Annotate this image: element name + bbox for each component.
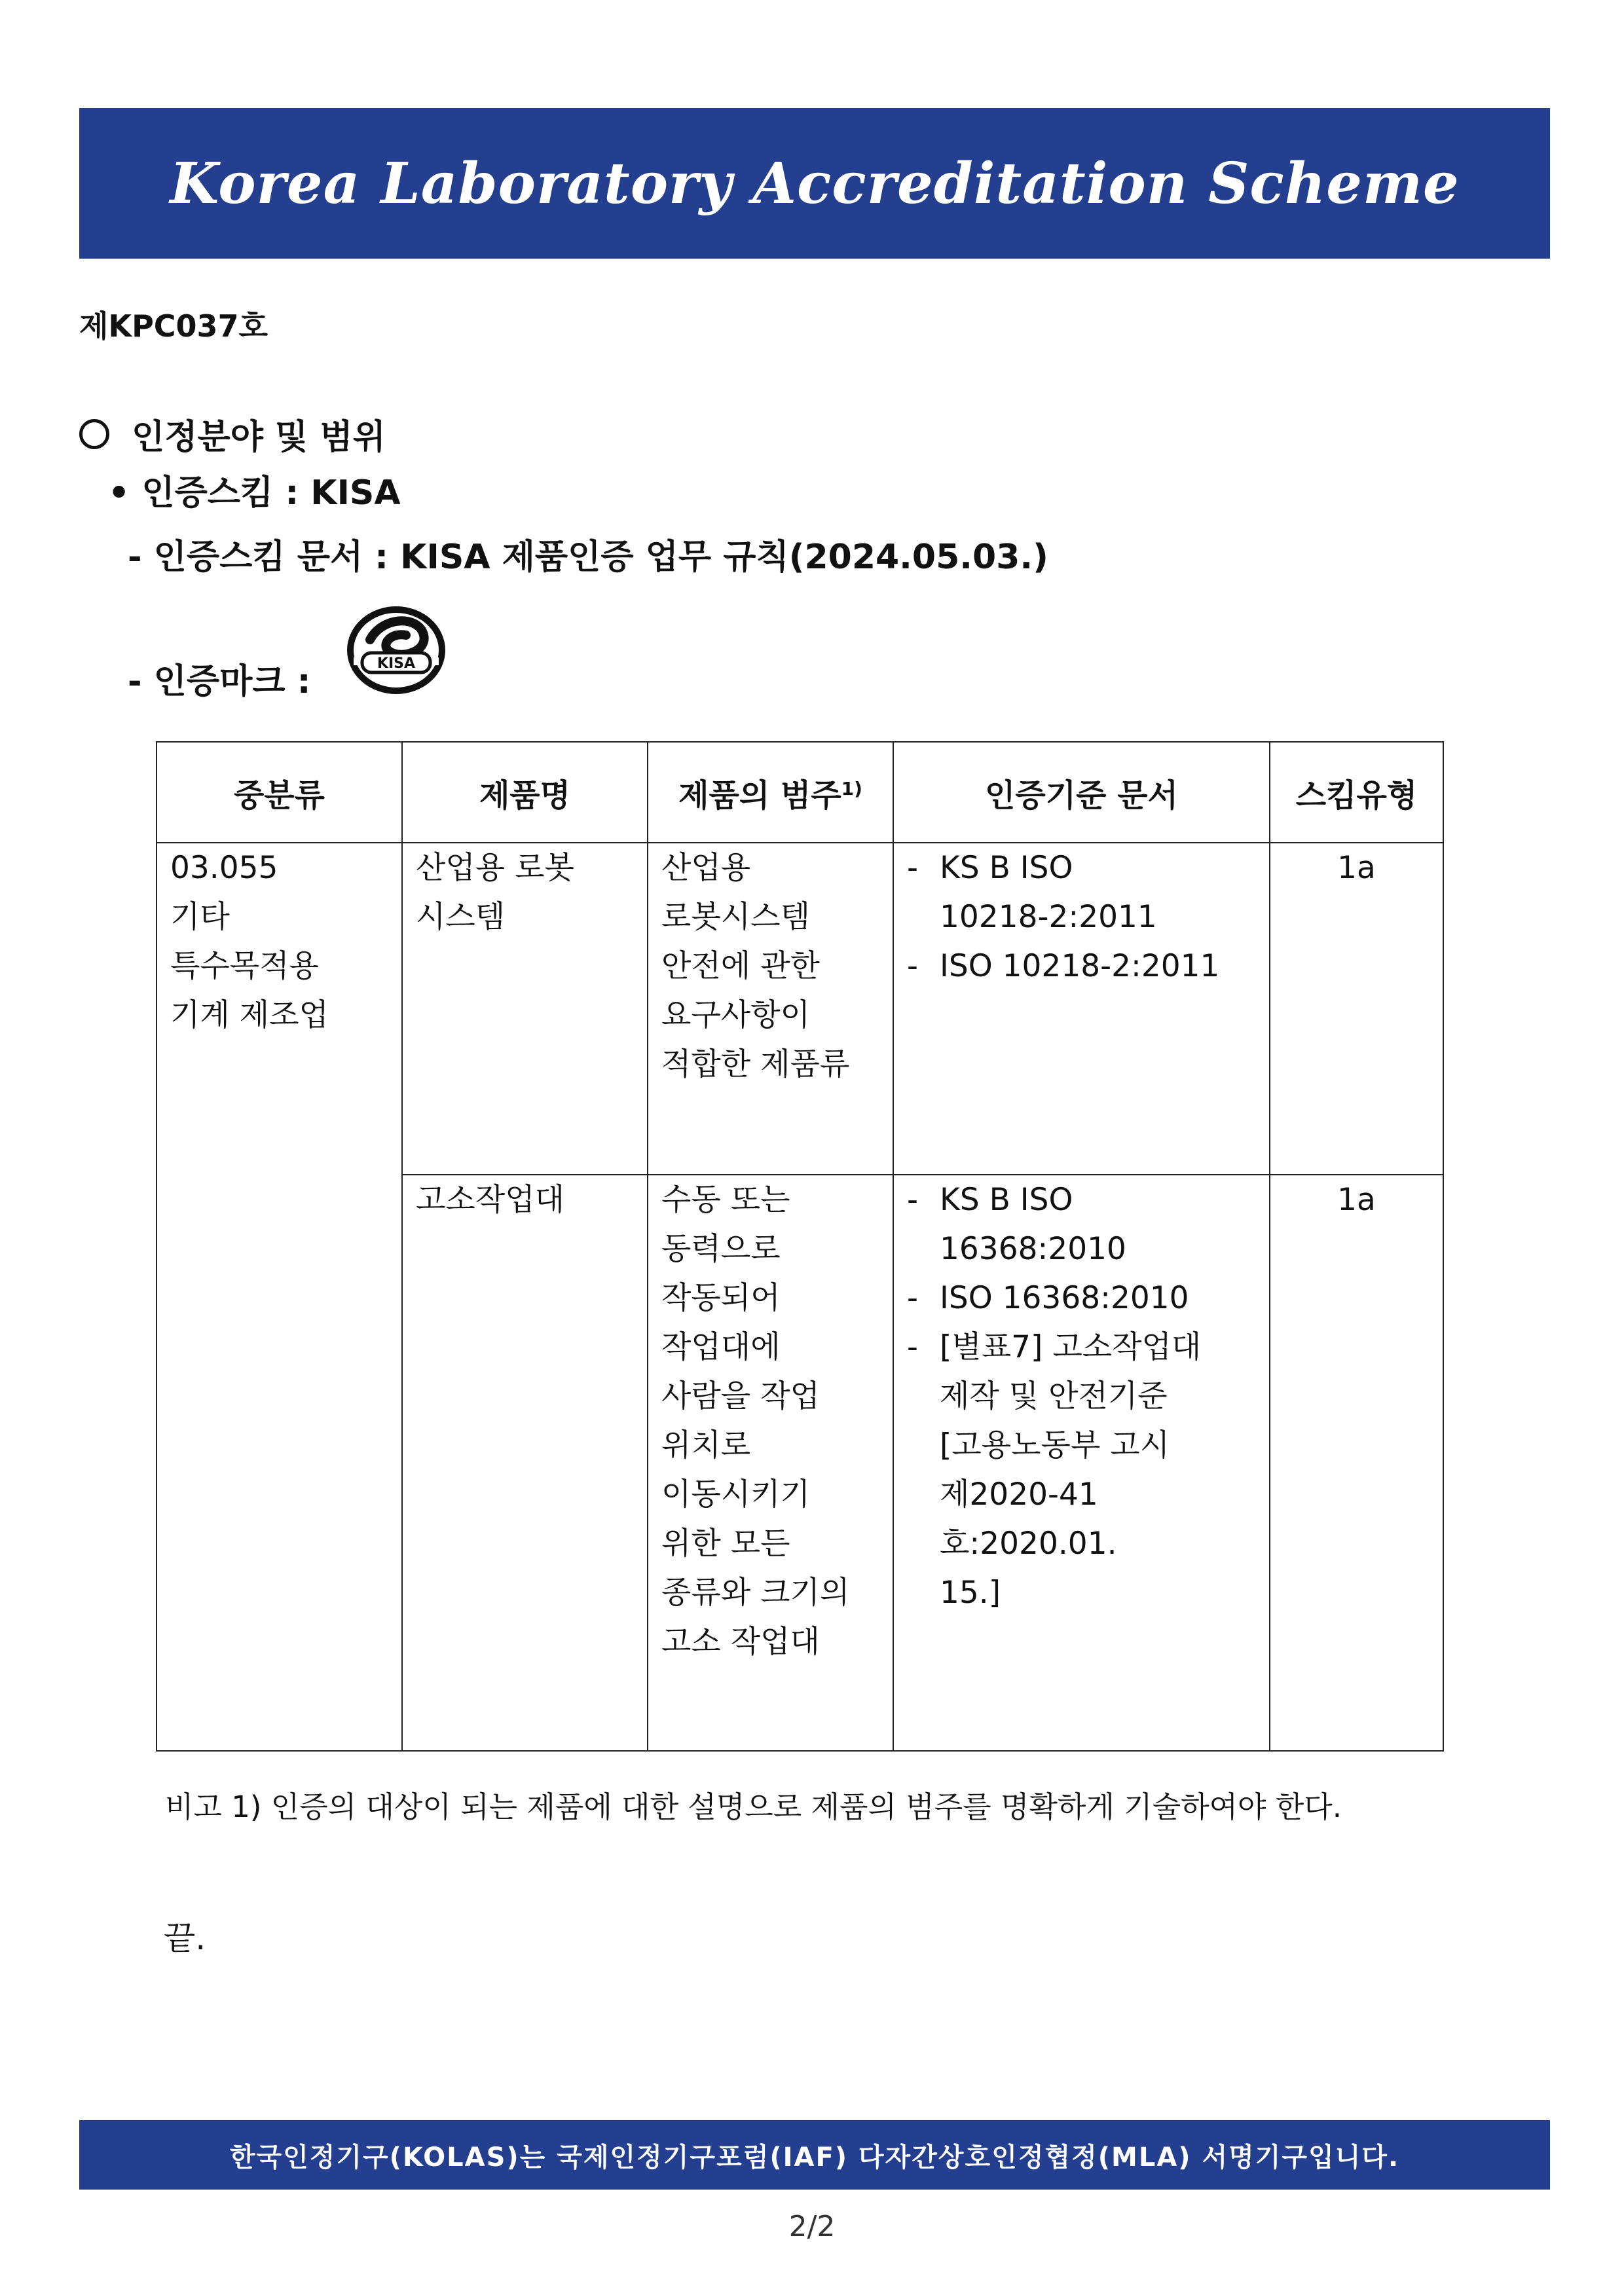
kisa-mark-text: KISA: [377, 655, 416, 672]
document-number: 제KPC037호: [79, 308, 268, 344]
header-scope: 제품의 범주$^{1)}$: [648, 742, 893, 843]
footnote: 비고 1) 인증의 대상이 되는 제품에 대한 설명으로 제품의 범주를 명확하게 기술하여야 한다.: [165, 1790, 1342, 1824]
scheme-bullet-text: 인증스킴 : KISA: [141, 473, 401, 513]
product-cell: 고소작업대: [402, 1175, 648, 1751]
circle-bullet-icon: [79, 419, 109, 449]
header-standard: 인증기준 문서: [893, 742, 1270, 843]
product-cell: 산업용 로봇 시스템: [402, 843, 648, 1175]
table-row: [157, 843, 1443, 1175]
section-title: 인정분야 및 범위: [132, 418, 386, 457]
section-heading: [79, 409, 386, 458]
scheme-type-cell: 1a: [1270, 1175, 1443, 1751]
bullet-dot-icon: •: [108, 473, 142, 513]
scheme-type-cell: 1a: [1270, 843, 1443, 1175]
table-header-row: [157, 742, 1443, 843]
header-category: 중분류: [157, 742, 402, 843]
scope-table: [156, 741, 1444, 1752]
scheme-document: - 인증스킴 문서 : KISA 제품인증 업무 규칙(2024.05.03.): [128, 538, 1048, 577]
footer-banner: [79, 2120, 1550, 2190]
scheme-bullet: [108, 465, 401, 514]
end-mark: 끝.: [164, 1919, 206, 1957]
footer-text: 한국인정기구(KOLAS)는 국제인정기구포럼(IAF) 다자간상호인정협정(MLA) 서명기구입니다.: [229, 2142, 1400, 2173]
scope-cell: 수동 또는 동력으로 작동되어 작업대에 사람을 작업 위치로 이동시키기 위한 모든 종류와 크기의 고소 작업대: [648, 1175, 893, 1751]
certification-mark-label: - 인증마크 :: [128, 662, 311, 701]
header-product: 제품명: [402, 742, 648, 843]
header-banner: [79, 108, 1550, 259]
category-cell: 03.055 기타 특수목적용 기계 제조업: [157, 843, 402, 1751]
header-title: Korea Laboratory Accreditation Scheme: [170, 150, 1460, 217]
standard-cell: - KS B ISO 16368:2010 - ISO 16368:2010 - [별표7] 고소작업대 제작 및 안전기준 [고용노동부 고시 제2020-41호:2020.01. 15.]: [893, 1175, 1270, 1751]
header-scheme-type: 스킴유형: [1270, 742, 1443, 843]
scope-cell: 산업용 로봇시스템 안전에 관한 요구사항이 적합한 제품류: [648, 843, 893, 1175]
page-number: 2/2: [788, 2210, 836, 2243]
kisa-mark-logo: [344, 599, 449, 697]
standard-cell: - KS B ISO 10218-2:2011 - ISO 10218-2:2011: [893, 843, 1270, 1175]
